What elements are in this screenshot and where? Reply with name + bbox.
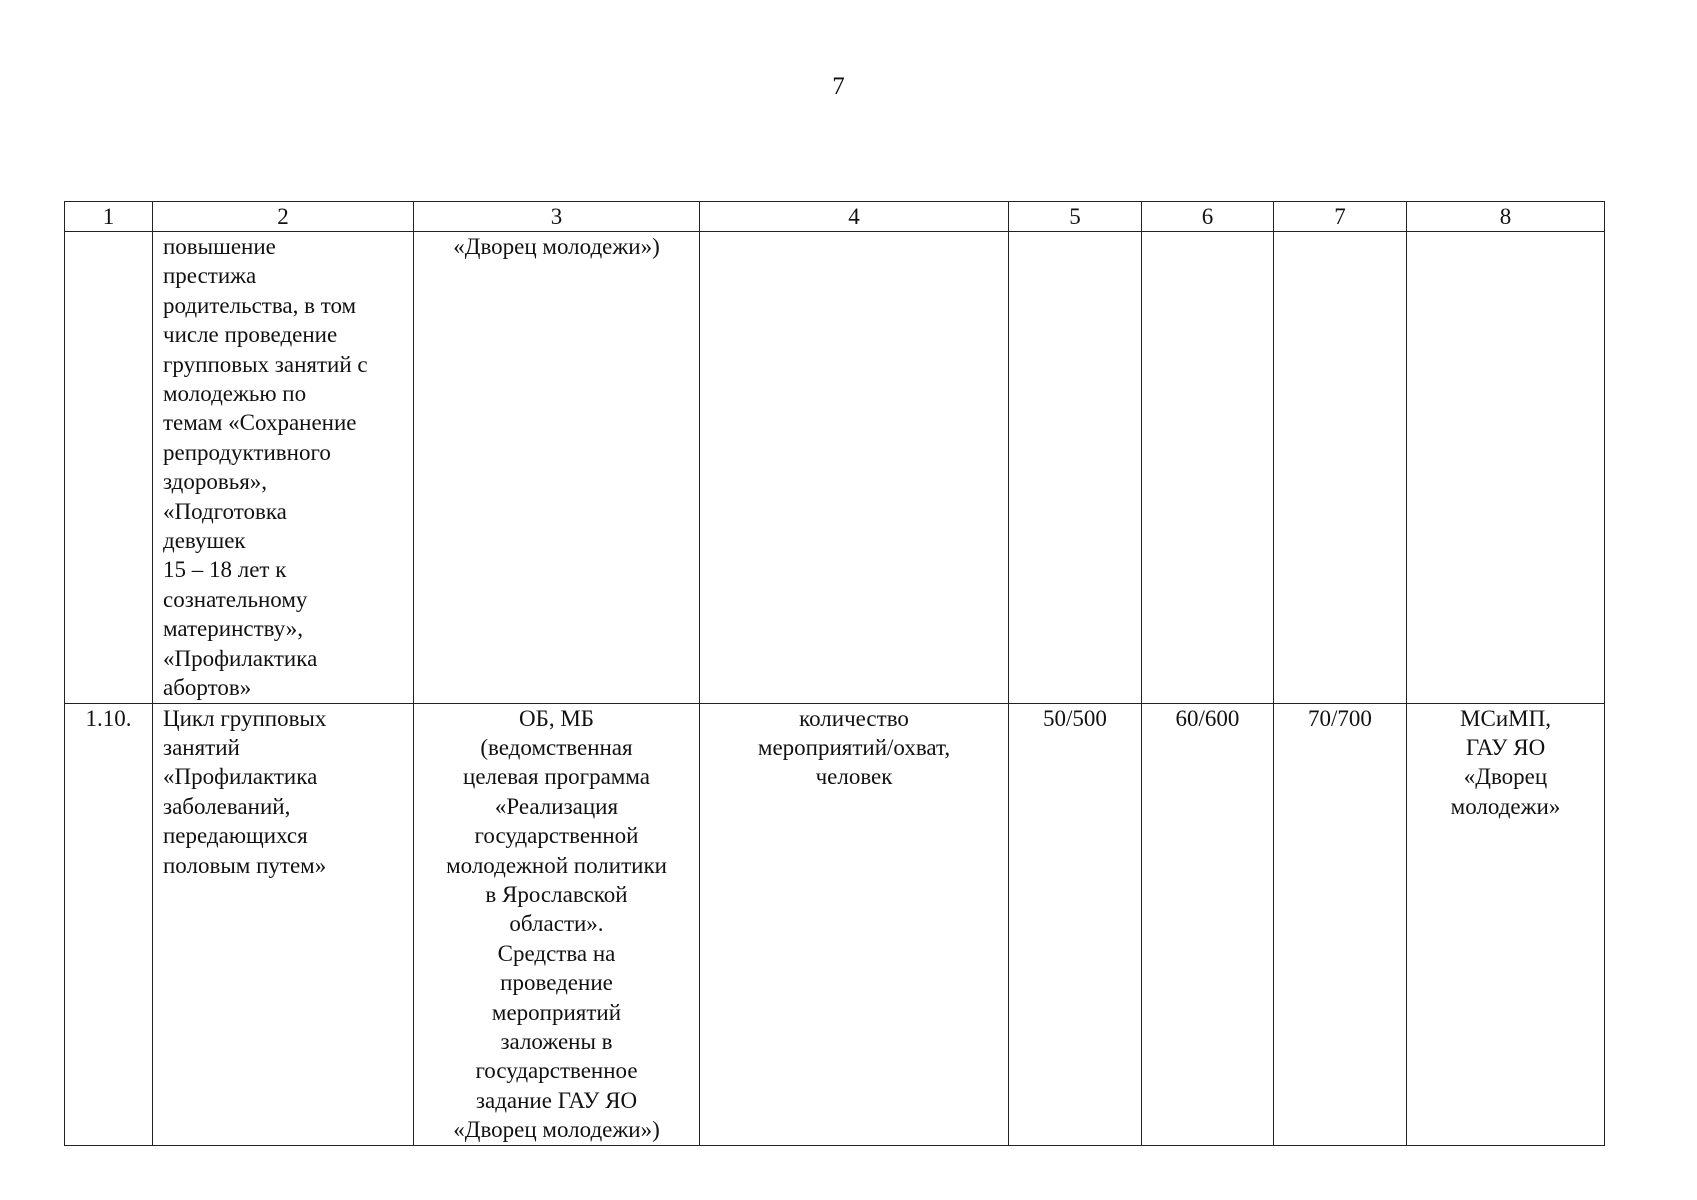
header-cell-5: 5 xyxy=(1009,202,1142,232)
header-cell-4: 4 xyxy=(700,202,1009,232)
header-cell-3: 3 xyxy=(414,202,700,232)
header-cell-8: 8 xyxy=(1407,202,1605,232)
activity-name-cell: Цикл групповых занятий «Профилактика заболеваний, передающихся половым путем» xyxy=(153,703,414,1145)
funding-source-cell: «Дворец молодежи») xyxy=(414,232,700,704)
value-year3-cell: 70/700 xyxy=(1274,703,1407,1145)
activity-name-cell: повышение престижа родительства, в том числе проведение групповых занятий с молодежью по темам «Сохранение репродуктивного здоровья», «Подготовка девушек 15 – 18 лет к сознательному материнству», «Профилактика абортов» xyxy=(153,232,414,704)
row-number-cell xyxy=(65,232,153,704)
value-year2-cell xyxy=(1142,232,1274,704)
value-year2-cell: 60/600 xyxy=(1142,703,1274,1145)
header-cell-7: 7 xyxy=(1274,202,1407,232)
funding-source-cell: ОБ, МБ (ведомственная целевая программа «Реализация государственной молодежной политики в Ярославской области». Средства на проведение мероприятий заложены в государственное задание ГАУ ЯО «Дворец молодежи») xyxy=(414,703,700,1145)
header-cell-2: 2 xyxy=(153,202,414,232)
program-table xyxy=(64,201,1605,1146)
table-header-row xyxy=(65,202,1605,232)
page-number: 7 xyxy=(832,73,845,100)
value-year3-cell xyxy=(1274,232,1407,704)
indicator-cell xyxy=(700,232,1009,704)
executor-cell xyxy=(1407,232,1605,704)
indicator-cell: количество мероприятий/охват, человек xyxy=(700,703,1009,1145)
value-year1-cell xyxy=(1009,232,1142,704)
executor-cell: МСиМП, ГАУ ЯО «Дворец молодежи» xyxy=(1407,703,1605,1145)
table-row xyxy=(65,232,1605,704)
value-year1-cell: 50/500 xyxy=(1009,703,1142,1145)
header-cell-1: 1 xyxy=(65,202,153,232)
header-cell-6: 6 xyxy=(1142,202,1274,232)
table-row xyxy=(65,703,1605,1145)
row-number-cell: 1.10. xyxy=(65,703,153,1145)
